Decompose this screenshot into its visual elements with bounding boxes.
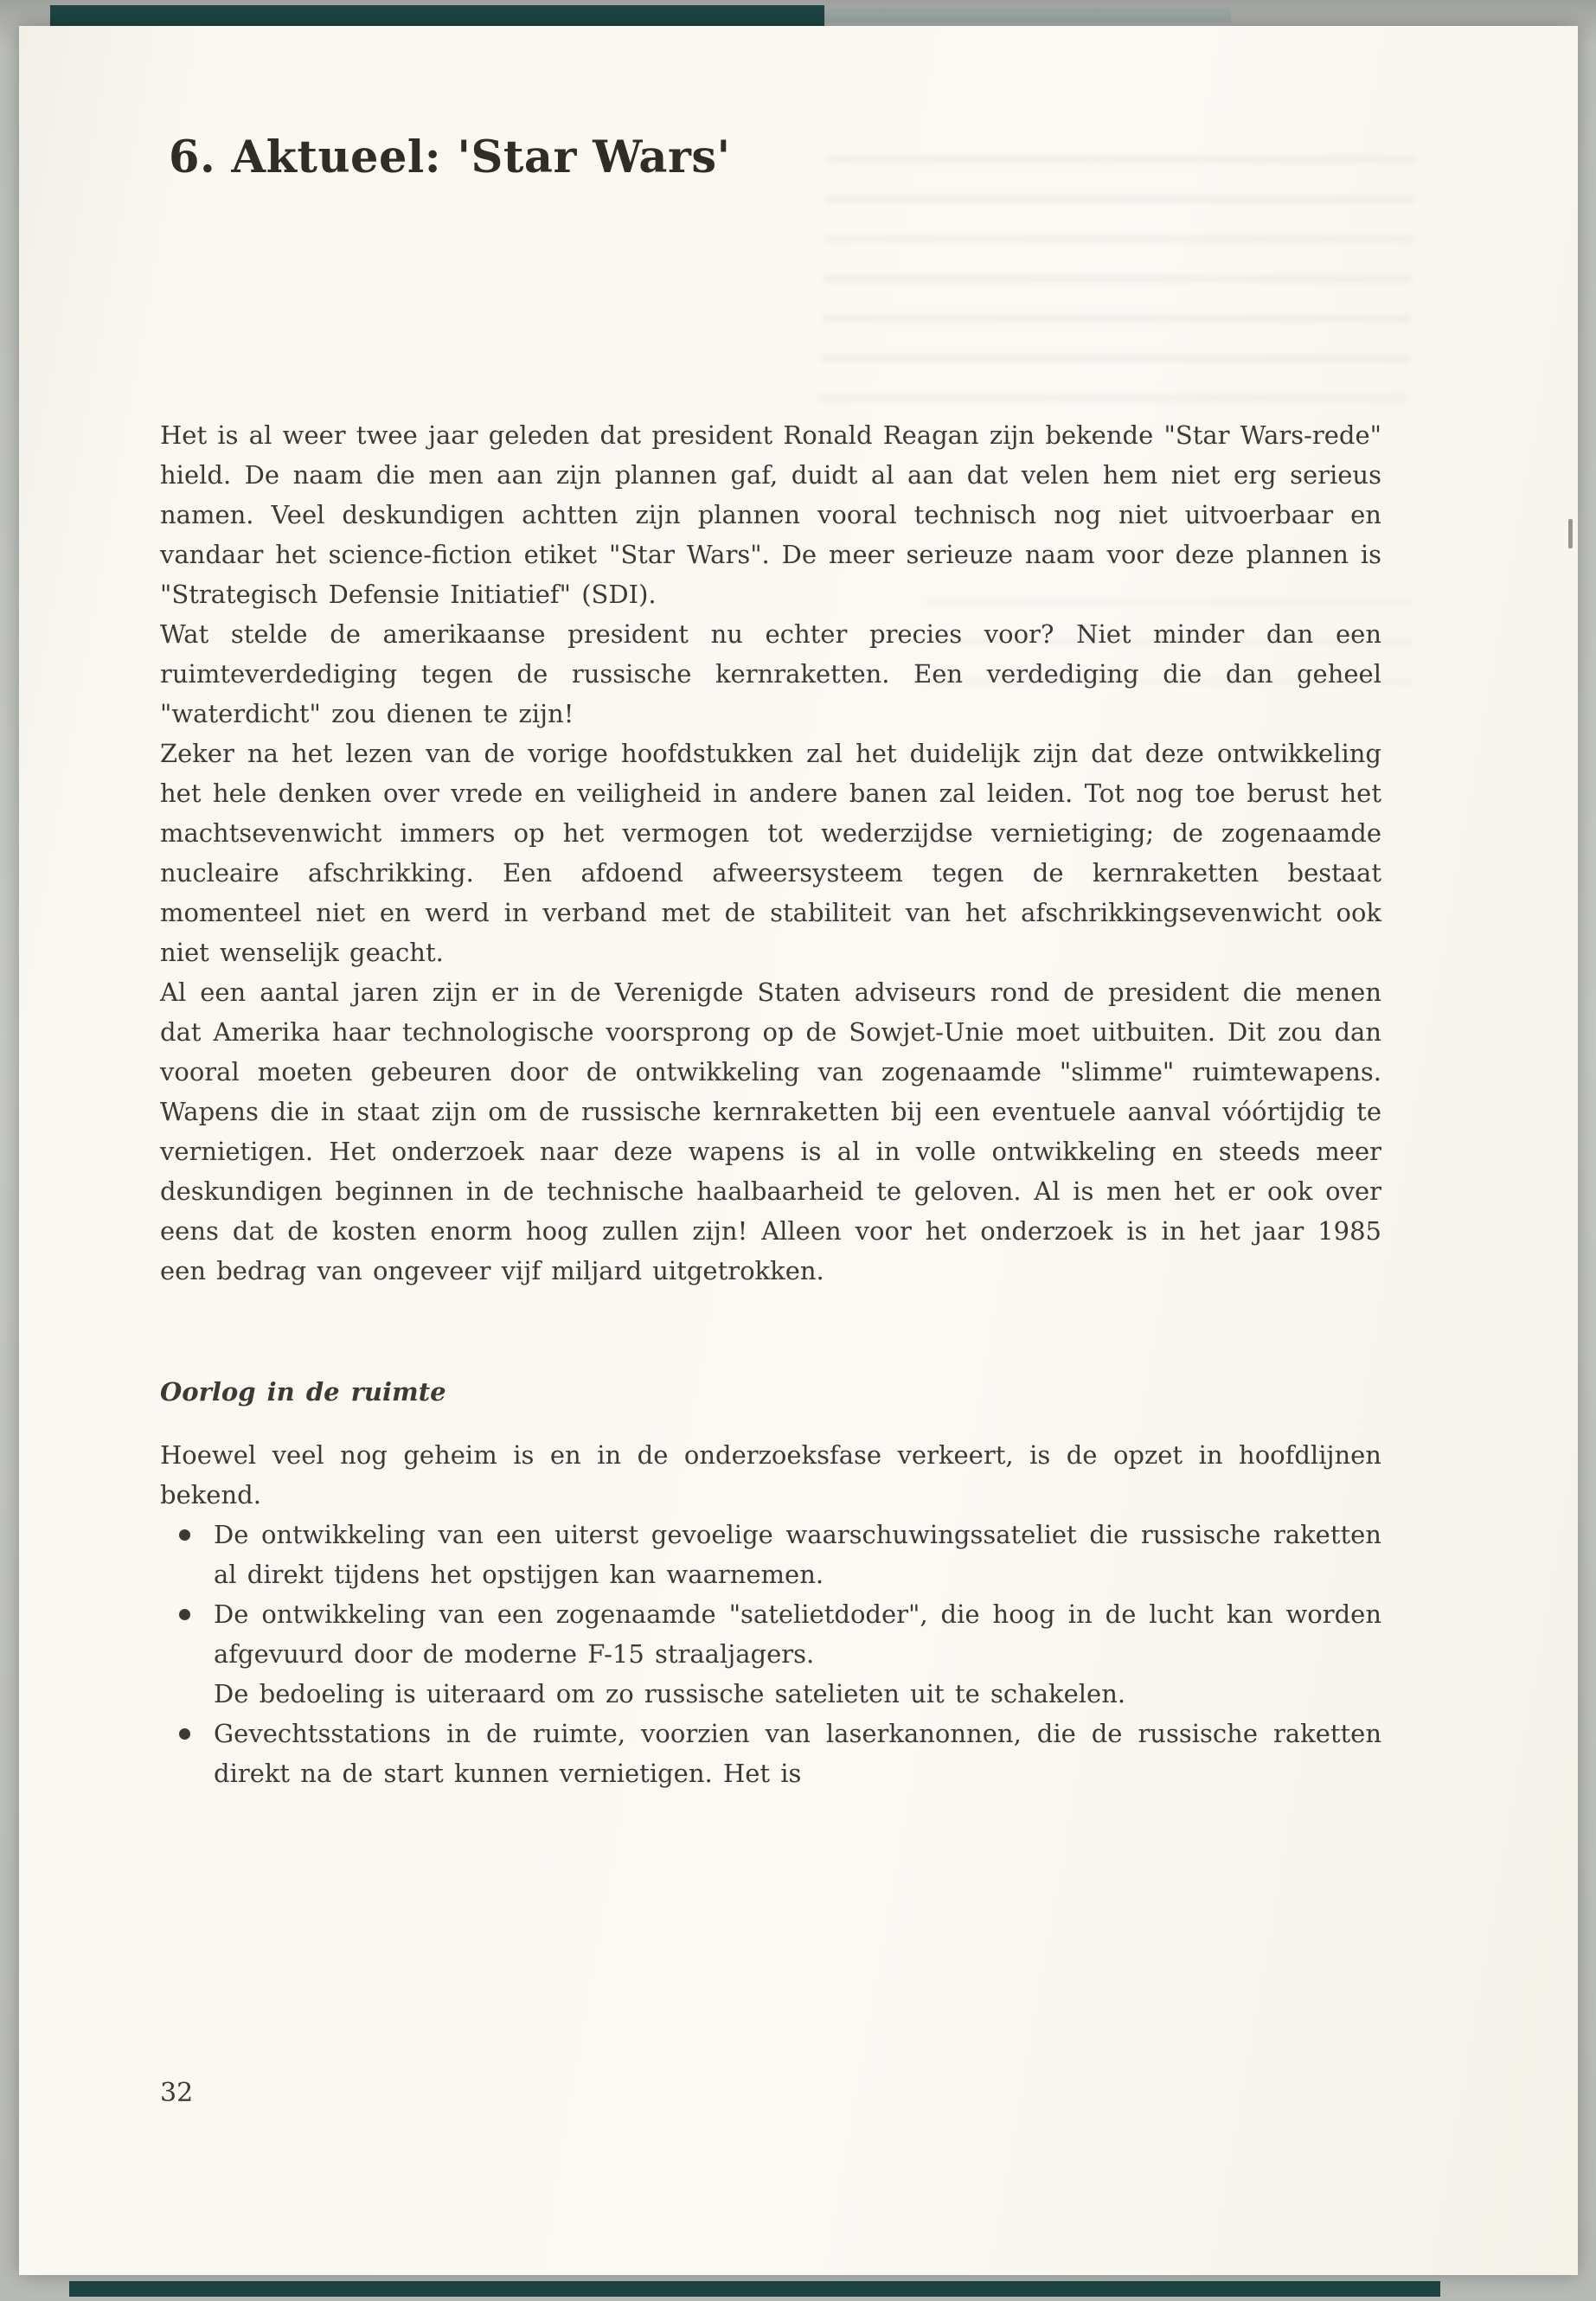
bullet-item (160, 1515, 1381, 1594)
section-heading: Oorlog in de ruimte (160, 1377, 446, 1407)
bullet-icon (179, 1609, 190, 1620)
paragraph: Het is al weer twee jaar geleden dat president Ronald Reagan zijn bekende "Star Wars-rede" hield. De naam die men aan zijn plannen gaf, duidt al aan dat velen hem niet erg serieus namen. Veel deskundigen achtten zijn plannen vooral technisch nog niet uitvoerbaar en vandaar het science-fiction etiket "Star Wars". De meer serieuze naam voor deze plannen is "Strategisch Defensie Initiatief" (SDI). (160, 420, 1381, 609)
paragraph: Wat stelde de amerikaanse president nu echter precies voor? Niet minder dan een ruimteverdediging tegen de russische kernraketten. Een verdediging die dan geheel "waterdicht" zou dienen te zijn! (160, 619, 1381, 728)
scan-artifact-bottom-bar (69, 2281, 1440, 2297)
scan-artifact-edge-mark (1568, 519, 1573, 548)
body-text (160, 415, 1381, 1793)
bullet-item (160, 1714, 1381, 1793)
bullet-item (160, 1594, 1381, 1714)
paragraph: Al een aantal jaren zijn er in de Verenigde Staten adviseurs rond de president die menen dat Amerika haar technologische voorsprong op de Sowjet-Unie moet uitbuiten. Dit zou dan vooral moeten gebeuren door de ontwikkeling van zogenaamde "slimme" ruimtewapens. Wapens die in staat zijn om de russische kernraketten bij een eventuele aanval vóórtijdig te vernietigen. Het onderzoek naar deze wapens is al in volle ontwikkeling en steeds meer deskundigen beginnen in de technische haalbaarheid te geloven. Al is men het er ook over eens dat de kosten enorm hoog zullen zijn! Alleen voor het onderzoek is in het jaar 1985 een bedrag van ongeveer vijf miljard uitgetrokken. (160, 977, 1381, 1285)
page-number: 32 (160, 2078, 194, 2108)
page-title: 6. Aktueel: 'Star Wars' (169, 131, 731, 183)
paragraph: Zeker na het lezen van de vorige hoofdstukken zal het duidelijk zijn dat deze ontwikkeling het hele denken over vrede en veiligheid in andere banen zal leiden. Tot nog toe berust het machtsevenwicht immers op het vermogen tot wederzijdse vernietiging; de zogenaamde nucleaire afschrikking. Een afdoend afweersysteem tegen de kernraketten bestaat momenteel niet en werd in verband met de stabiliteit van het afschrikkingsevenwicht ook niet wenselijk geacht. (160, 739, 1381, 967)
bullet-text: De ontwikkeling van een uiterst gevoelige waarschuwingssateliet die russische raketten al direkt tijdens het opstijgen kan waarnemen. (214, 1520, 1381, 1589)
bullet-list (160, 1515, 1381, 1793)
bullet-continuation-text: De bedoeling is uiteraard om zo russische satelieten uit te schakelen. (214, 1679, 1126, 1708)
bullet-icon (179, 1529, 190, 1541)
scanned-book-page (19, 26, 1578, 2275)
bullet-text: Gevechtsstations in de ruimte, voorzien van laserkanonnen, die de russische raketten direkt na de start kunnen vernietigen. Het is (214, 1719, 1381, 1788)
page-content (160, 26, 1381, 1793)
intro-paragraph: Hoewel veel nog geheim is en in de onderzoeksfase verkeert, is de opzet in hoofdlijnen bekend. (160, 1440, 1381, 1509)
bullet-icon (179, 1728, 190, 1740)
scan-artifact-top-bar-light (824, 9, 1231, 22)
bullet-text: De ontwikkeling van een zogenaamde "satelietdoder", die hoog in de lucht kan worden afgevuurd door de moderne F-15 straaljagers. (214, 1599, 1381, 1669)
scan-artifact-top-bar (50, 5, 824, 26)
